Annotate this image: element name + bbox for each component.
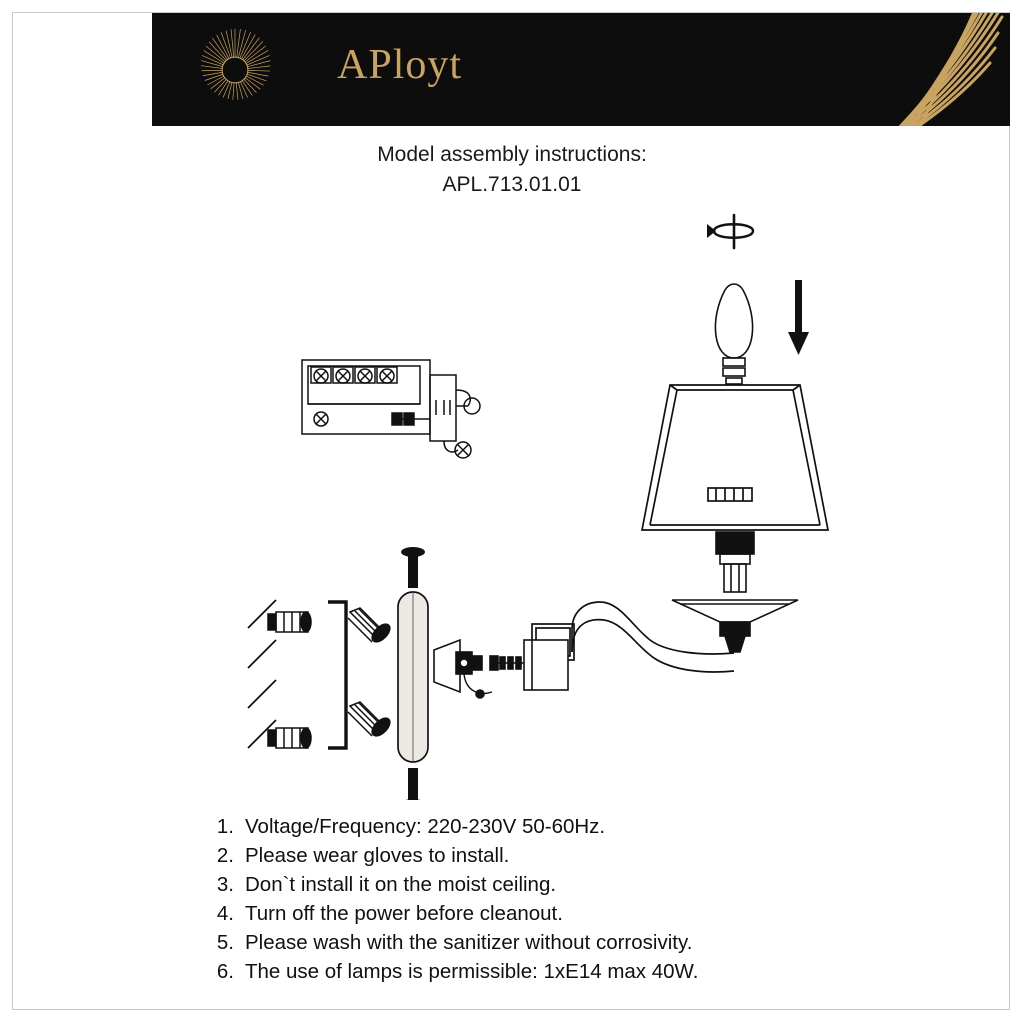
list-item-label: Turn off the power before cleanout. — [245, 902, 563, 925]
down-arrow-icon — [788, 280, 809, 355]
mounting-bracket — [328, 602, 346, 748]
wall-plate — [398, 592, 428, 762]
list-item-number: 5. — [216, 931, 234, 954]
list-item-number: 6. — [216, 960, 234, 983]
candle-bulb — [715, 284, 752, 384]
list-item-label: Please wear gloves to install. — [245, 844, 510, 867]
screws — [348, 608, 393, 739]
wall-anchors — [268, 612, 311, 748]
list-item — [200, 841, 900, 870]
radial-fan-icon — [690, 13, 1010, 126]
assembly-diagram — [180, 200, 880, 800]
list-item-label: The use of lamps is permissible: 1xE14 max 40W. — [245, 960, 699, 983]
list-item-label: Please wash with the sanitizer without corrosivity. — [245, 931, 693, 954]
lamp-socket — [672, 532, 798, 652]
sunburst-circle-icon — [192, 27, 278, 113]
header-banner — [152, 13, 1010, 126]
list-item-number: 2. — [216, 844, 234, 867]
list-item — [200, 870, 900, 899]
list-item-label: Don`t install it on the moist ceiling. — [245, 873, 557, 896]
terminal-block — [302, 360, 480, 458]
page-title — [0, 140, 1024, 200]
rotate-arrow-icon — [707, 215, 753, 248]
lamp-shade — [642, 385, 828, 530]
list-item — [200, 957, 900, 986]
title-line-1: Model assembly instructions: — [377, 143, 647, 166]
list-item — [200, 928, 900, 957]
list-item — [200, 899, 900, 928]
brand-wordmark: APloyt — [337, 42, 463, 88]
list-item-number: 1. — [216, 815, 234, 838]
instruction-list — [200, 812, 900, 986]
list-item-number: 3. — [216, 873, 234, 896]
list-item-number: 4. — [216, 902, 234, 925]
list-item-label: Voltage/Frequency: 220-230V 50-60Hz. — [245, 815, 606, 838]
list-item — [200, 812, 900, 841]
title-line-2: APL.713.01.01 — [442, 173, 582, 196]
junction-box — [434, 640, 568, 698]
